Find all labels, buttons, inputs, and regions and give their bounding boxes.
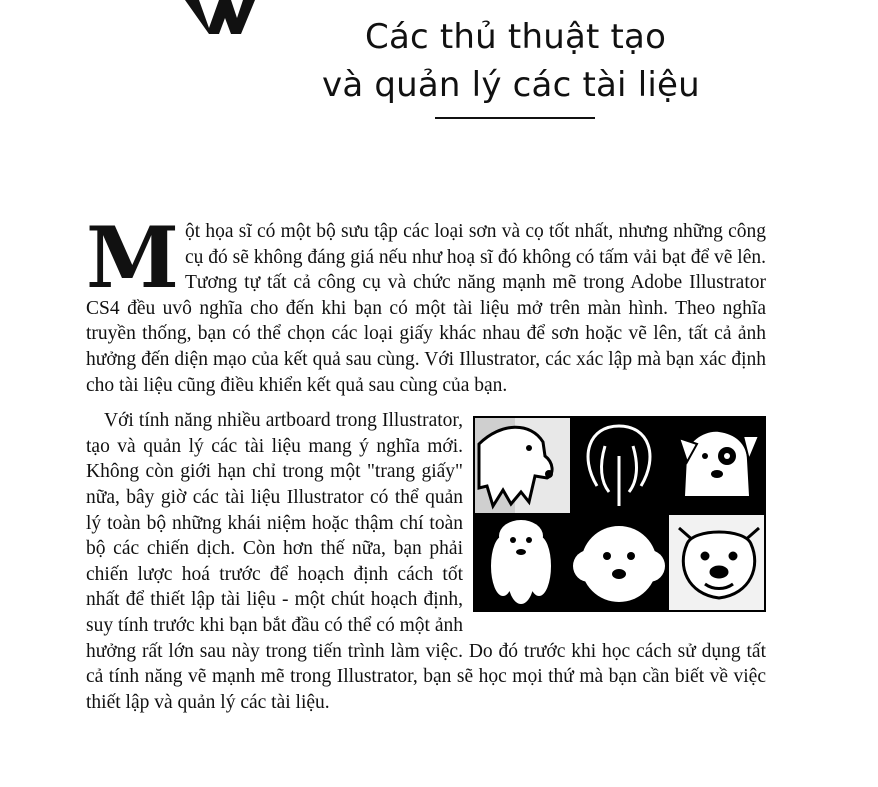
paragraph-2 <box>86 408 766 715</box>
shaggy-dog-icon <box>491 520 551 604</box>
drop-cap: M <box>86 208 179 307</box>
chapter-title-line2: và quản lý các tài liệu <box>322 65 700 105</box>
body-text <box>86 208 766 715</box>
paragraph-2-text: Với tính năng nhiều artboard trong Illustrator, tạo và quản lý các tài liệu mang ý nghĩa mới. Không còn giới hạn chỉ trong một "trang giấy" nữa, bây giờ các tài liệu Illustrator có thể quản lý toàn bộ những khái niệm hoặc thậm chí toàn bộ các chiến dịch. Còn hơn thế nữa, bạn phải chiến lược hoá trước để hoạch định cách tốt nhất để thiết lập tài liệu - một chút hoạch định, suy tính trước khi bạn bắt đầu có thể có một ảnh hưởng rất lớn sau này trong tiến trình làm việc. Do đó trước khi học cách sử dụng tất cả tính năng vẽ mạnh mẽ trong Illustrator, bạn sẽ học mọi thứ mà bạn cần biết về việc thiết lập và quản lý các tài liệu. <box>86 410 766 713</box>
title-underline <box>435 117 595 119</box>
dog-illustration <box>473 416 766 612</box>
decorative-ornament <box>185 0 275 34</box>
spotted-dog-icon <box>679 432 759 496</box>
paragraph-1 <box>86 208 766 398</box>
chapter-title-line1: Các thủ thuật tạo <box>365 17 667 57</box>
paragraph-1-text: ột họa sĩ có một bộ sưu tập các loại sơn và cọ tốt nhất, nhưng những công cụ đó sẽ không đáng giá nếu như hoạ sĩ đó không có tấm vải bạt để vẽ lên. Tương tự tất cả công cụ và chức năng mạnh mẽ trong Adobe Illustrator CS4 đều uvô nghĩa cho đến khi bạn có một tài liệu mở trên màn hình. Theo nghĩa truyền thống, bạn có thể chọn các loại giấy khác nhau để sơn hoặc vẽ lên, tất cả ảnh hưởng đến diện mạo của kết quả sau cùng. Với Illustrator, các xác lập mà bạn xác định cho tài liệu cũng điều khiển kết quả sau cùng của bạn. <box>86 221 766 396</box>
